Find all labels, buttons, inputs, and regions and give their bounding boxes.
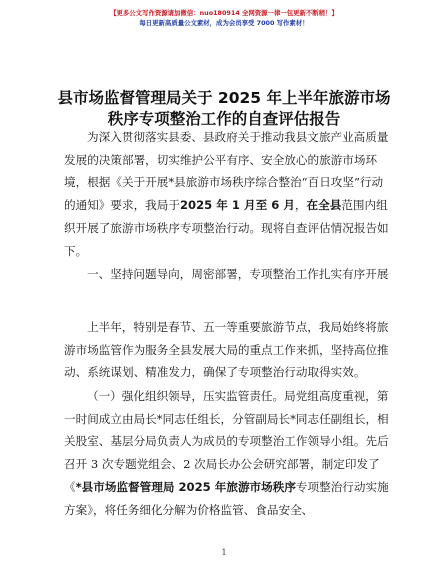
intro-text: 为深入贯彻落实县委、县政府关于推动我县文旅产业高质量发展的决策部署，切实维护公平有序、安全放心的旅游市场环境，根据《关于开展*县旅游市场秩序综合整治“百日攻坚”行动的通知》要求，我局于 xyxy=(64,130,389,213)
promo-line-blue: 每日更新高质量公文素材，成为会员享受 7000 写作素材！ xyxy=(139,19,309,27)
section-heading-1: 一、坚持问题导向，周密部署，专项整治工作扎实有序开展 xyxy=(87,267,389,281)
section-paragraph: 上半年，特别是春节、五一等重要旅游节点，我局始终将旅游市场监管作为服务全县发展大局的重点工作来抓，坚持高位推动、系统谋划、精准发力，确保了专项整治行动取得实效。 xyxy=(64,320,389,380)
intro-paragraph: 为深入贯彻落实县委、县政府关于推动我县文旅产业高质量发展的决策部署，切实维护公平有序、安全放心的旅游市场环境，根据《关于开展*县旅游市场秩序综合整治“百日攻坚”行动的通知》要求，我局于2025 年 1 月至 6 月，在全县范围内组织开展了旅游市场秩序专项整治行动。现将自查评估情况报告如下。 xyxy=(64,130,389,258)
promo-line-red: 【更多公文写作资源请加微信：nuo180914 全网资源一律一包更新不断稍！】 xyxy=(110,9,338,17)
document-title xyxy=(30,88,418,130)
page-number: 1 xyxy=(221,548,227,557)
title-line-2: 秩序专项整治工作的自查评估报告 xyxy=(107,110,341,128)
plan-title-bold: *县市场监督管理局 2025 年旅游市场秩序 xyxy=(75,479,296,494)
promo-banner xyxy=(0,8,448,28)
intro-scope: 在全县 xyxy=(306,198,342,213)
subsection-paragraph: （一）强化组织领导，压实监管责任。局党组高度重视，第一时间成立由局长*同志任组长，分管副局长*同志任副组长，相关股室、基层分局负责人为成员的专项整治工作领导小组。先后召开 3 次专题党组会、2 次局长办公会研究部署，制定印发了《*县市场监督管理局 2025 年旅游市场秩序专项整治行动实施方案》，将任务细化分解为价格监管、食品安全、 xyxy=(64,389,389,517)
title-line-1: 县市场监督管理局关于 2025 年上半年旅游市场 xyxy=(57,89,391,107)
intro-date-range: 2025 年 1 月至 6 月 xyxy=(179,198,295,213)
